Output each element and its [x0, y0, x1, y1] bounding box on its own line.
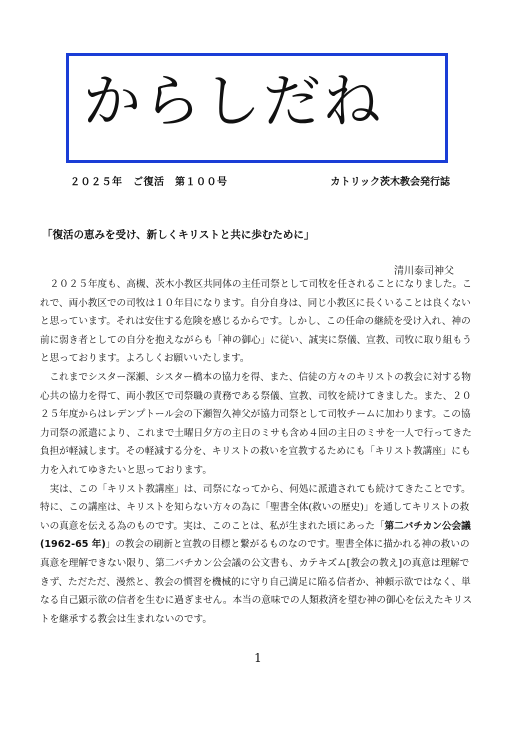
page-number: 1 [254, 651, 262, 665]
vatican-council-term: 第二バチカン公会議(1962-65 年) [40, 520, 471, 551]
publisher: カトリック茨木教会発行誌 [330, 177, 450, 188]
article-body [40, 276, 476, 629]
paragraph-1 [40, 276, 476, 369]
issue-line [70, 173, 450, 187]
paragraph-3-text-a: 実は、この「キリスト教講座」は、司祭になってから、何処に派遣されても続けてきたことです。特に、この講座は、キリストを知らない方々の為に「聖書全体(救いの歴史)」を通してキリストの救いの真意を伝える為のものです。実は、このことは、私が生まれた頃にあった「 [40, 483, 471, 532]
issue-info: ２０２５年 ご復活 第１００号 [70, 177, 228, 188]
masthead-title: からしだね [83, 67, 384, 135]
paragraph-1-text: ２０２５年度も、高槻、茨木小教区共同体の主任司祭として司牧を任されることになりました。これで、両小教区での司牧は１０年目になります。自分自身は、同じ小教区に長くいることは良くないと思っています。それは安住する危険を感じるからです。しかし、この任命の継続を受け入れ、神の前に弱き者としての自分を抱えながらも「神の御心」に従い、誠実に祭儀、宣教、司牧に取り組もうと思っております。よろしくお願いいたします。 [40, 279, 472, 365]
paragraph-3-text-b: 」の教会の刷新と宣教の目標と繋がるものなのです。聖書全体に描かれる神の救いの真意を理解できない限り、第二バチカン公会議の公文書も、カテキズム[教会の教え]の真意は理解できず、ただただ、漫然と、教会の慣習を機械的に守り自己満足に陥る信者か、神頼示欲ではなく、単なる自己顕示欲の信者を生むに過ぎません。本当の意味での人類救済を望む神の御心を伝えたキリストを継承する教会は生まれないのです。 [40, 539, 473, 625]
masthead-box [66, 53, 448, 163]
paragraph-2-text: これまでシスター深瀬、シスター橋本の協力を得、また、信徒の方々のキリストの教会に対する物心共の協力を得て、両小教区で司祭職の責務である祭儀、宣教、司牧を続けてきました。また、２０２５年度からはレデンプトール会の下瀬智久神父が協力司祭として司牧チームに加わります。この協力司祭の派遣により、これまで土曜日夕方の主日のミサも含め４回の主日のミサを一人で行ってきた負担が軽減します。その軽減する分を、キリストの救いを宣教するためにも「キリスト教講座」にも力を入れてゆきたいと思っております。 [40, 371, 472, 476]
article-author: 清川泰司神父 [394, 266, 454, 277]
article-headline: 「復活の恵みを受け、新しくキリストと共に歩むために」 [42, 229, 315, 241]
paragraph-2 [40, 369, 476, 481]
paragraph-3 [40, 481, 476, 630]
